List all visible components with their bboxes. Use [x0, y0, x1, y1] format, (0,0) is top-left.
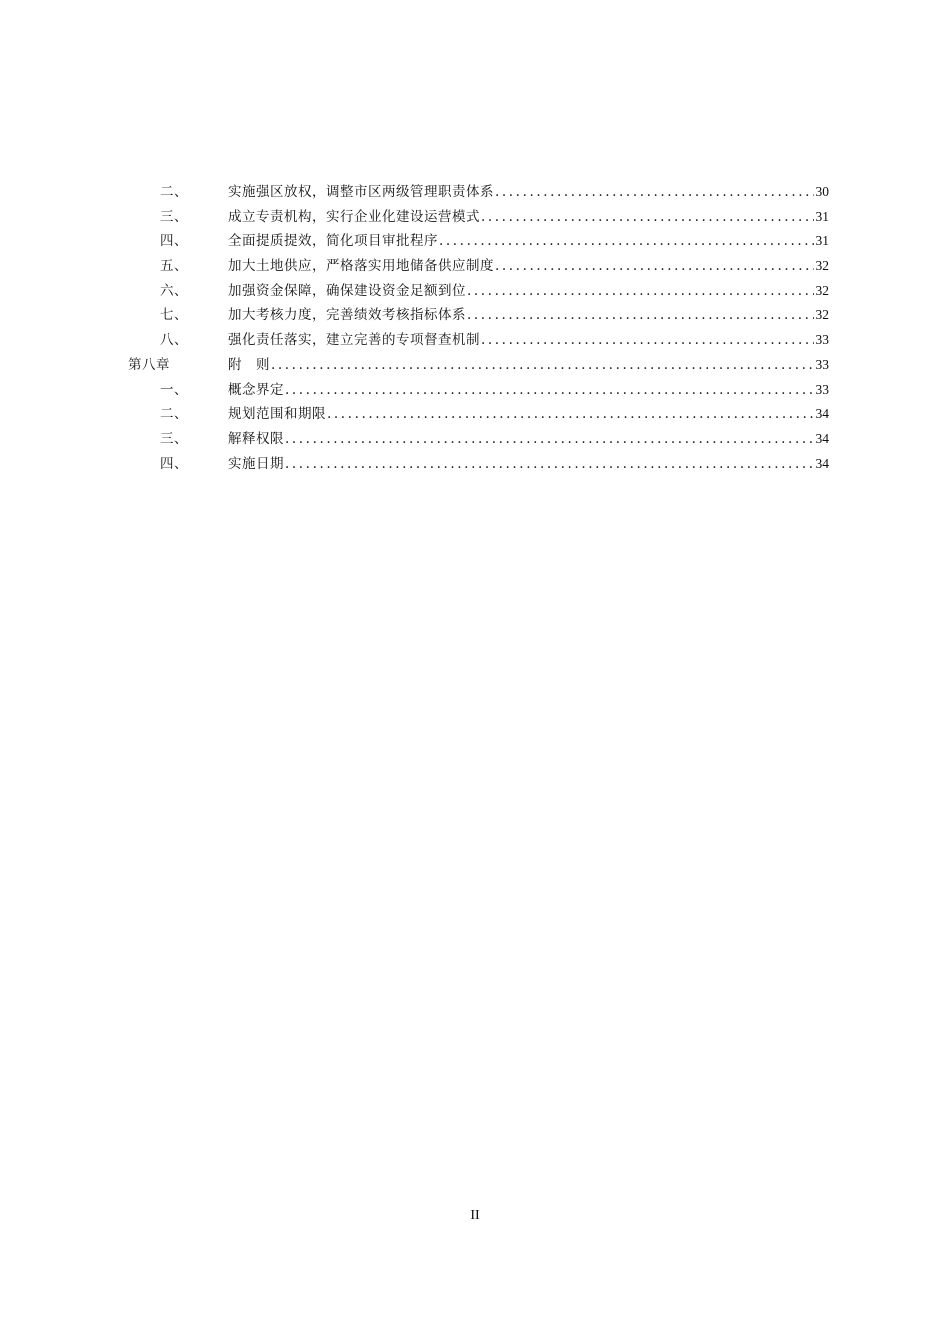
toc-entry-page: 34: [815, 406, 829, 422]
toc-entry[interactable]: [0, 427, 950, 452]
toc-entry-page: 34: [815, 430, 829, 446]
dot-leader: [495, 254, 814, 279]
toc-entry-number: 一、: [160, 381, 188, 398]
toc-entry-number: 七、: [160, 307, 188, 324]
toc-entry-number: 四、: [160, 455, 188, 472]
toc-entry-title: 加大考核力度，完善绩效考核指标体系: [228, 307, 466, 324]
toc-entry[interactable]: [0, 279, 950, 304]
dot-leader: [271, 353, 814, 378]
dot-leader: [467, 279, 814, 304]
page-number: II: [470, 1208, 480, 1223]
toc-entry-page: 33: [815, 332, 829, 348]
toc-entry[interactable]: [0, 229, 950, 254]
toc-entry[interactable]: [0, 452, 950, 477]
toc-entry-number: 八、: [160, 332, 188, 349]
dot-leader: [467, 303, 814, 328]
toc-entry-page: 32: [815, 307, 829, 323]
toc-entry-page: 31: [815, 208, 829, 224]
toc-chapter-title: 附 则: [228, 356, 270, 373]
toc-entry-number: 四、: [160, 233, 188, 250]
toc-entry-number: 三、: [160, 208, 188, 225]
toc-entry-number: 五、: [160, 258, 188, 275]
dot-leader: [481, 205, 814, 230]
toc-entry-title: 实施日期: [228, 455, 284, 472]
dot-leader: [285, 452, 814, 477]
dot-leader: [285, 427, 814, 452]
toc-entry-title: 解释权限: [228, 430, 284, 447]
dot-leader: [439, 229, 814, 254]
toc-entry[interactable]: [0, 180, 950, 205]
dot-leader: [495, 180, 814, 205]
toc-entry-title: 加强资金保障，确保建设资金足额到位: [228, 282, 466, 299]
toc-entry-page: 34: [815, 455, 829, 471]
toc-entry-title: 实施强区放权，调整市区两级管理职责体系: [228, 184, 494, 200]
toc-entry[interactable]: [0, 303, 950, 328]
toc-entry-number: 六、: [160, 282, 188, 299]
dot-leader: [327, 402, 814, 427]
toc-entry[interactable]: [0, 378, 950, 403]
toc-chapter-entry[interactable]: [0, 353, 950, 378]
toc-entry-page: 32: [815, 282, 829, 298]
toc-entry[interactable]: [0, 402, 950, 427]
toc-entry-page: 31: [815, 233, 829, 249]
toc-entry-number: 三、: [160, 430, 188, 447]
toc-entry-title: 概念界定: [228, 381, 284, 398]
table-of-contents: [0, 180, 950, 476]
toc-entry[interactable]: [0, 254, 950, 279]
toc-chapter-page: 33: [815, 356, 829, 372]
toc-entry-number: 二、: [160, 406, 188, 423]
toc-entry-number: 二、: [160, 184, 188, 200]
toc-entry-title: 成立专责机构，实行企业化建设运营模式: [228, 208, 480, 225]
toc-entry[interactable]: [0, 328, 950, 353]
toc-entry-title: 强化责任落实，建立完善的专项督查机制: [228, 332, 480, 349]
toc-entry-title: 规划范围和期限: [228, 406, 326, 423]
toc-chapter-number: 第八章: [128, 356, 170, 373]
toc-entry-title: 全面提质提效，简化项目审批程序: [228, 233, 438, 250]
toc-entry-page: 30: [815, 184, 829, 199]
toc-entry-page: 33: [815, 381, 829, 397]
toc-entry-page: 32: [815, 258, 829, 274]
toc-entry-title: 加大土地供应，严格落实用地储备供应制度: [228, 258, 494, 275]
dot-leader: [481, 328, 814, 353]
dot-leader: [285, 378, 814, 403]
toc-entry[interactable]: [0, 205, 950, 230]
